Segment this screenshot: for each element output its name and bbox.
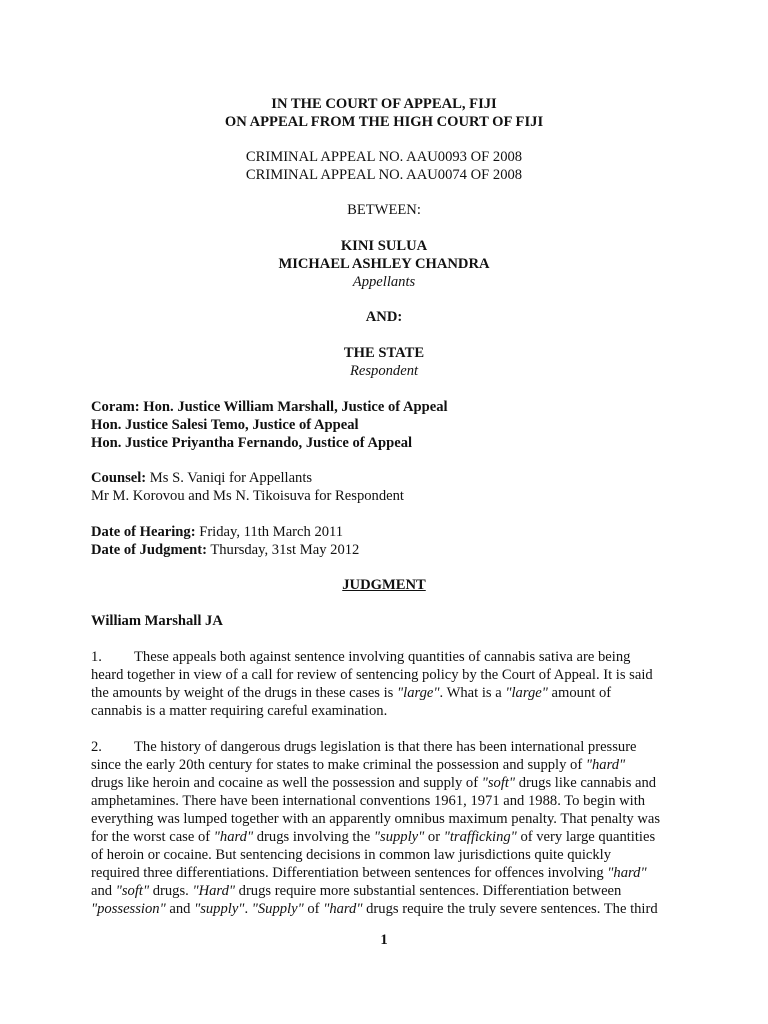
text-run: of: [303, 901, 324, 917]
judgment-date-label: Date of Judgment:: [91, 542, 207, 558]
emphasis: "hard": [213, 829, 254, 845]
emphasis: "Supply": [251, 901, 304, 917]
paragraph-line: [91, 684, 681, 702]
emphasis: "soft": [115, 883, 150, 899]
text-run: . What is a: [439, 685, 506, 701]
appellant-name-1: KINI SULUA: [340, 238, 428, 254]
counsel-label: Counsel:: [91, 470, 147, 486]
between-label: BETWEEN:: [347, 202, 421, 218]
text-run: drugs.: [149, 883, 193, 899]
appellants-role: Appellants: [352, 274, 416, 290]
date-of-hearing: [91, 523, 343, 541]
text-run: required three differentiations. Differentiation between sentences for offences involving: [91, 865, 608, 881]
text-run: of very large quantities: [516, 829, 656, 845]
paragraph-1: [91, 648, 681, 720]
text-run: The history of dangerous drugs legislation is that there has been international pressure: [134, 739, 637, 755]
emphasis: "hard": [323, 901, 363, 917]
and-label: AND:: [365, 309, 403, 325]
case-number-1: CRIMINAL APPEAL NO. AAU0093 OF 2008: [245, 149, 523, 165]
paragraph-line: of heroin or cocaine. But sentencing decisions in common law jurisdictions quite quickly: [91, 847, 611, 863]
emphasis: "supply": [373, 829, 425, 845]
paragraph-line: [91, 828, 681, 846]
paragraph-line: [91, 738, 681, 756]
date-of-judgment: [91, 541, 359, 559]
paragraph-2: [91, 738, 681, 918]
coram-line-2: Hon. Justice Salesi Temo, Justice of Appeal: [91, 417, 359, 433]
appellant-name-2: MICHAEL ASHLEY CHANDRA: [278, 256, 490, 272]
text-run: .: [244, 901, 252, 917]
judgment-date-value: Thursday, 31st May 2012: [206, 542, 360, 558]
appeal-from-title: ON APPEAL FROM THE HIGH COURT OF FIJI: [224, 114, 544, 130]
text-run: drugs require the truly severe sentences. The third: [362, 901, 658, 917]
paragraph-line: everything was lumped together with an apparently omnibus maximum penalty. That penalty was: [91, 811, 661, 827]
text-run: and: [91, 883, 116, 899]
emphasis: "hard": [607, 865, 647, 881]
text-run: since the early 20th century for states to make criminal the possession and supply of: [91, 757, 586, 773]
hearing-label: Date of Hearing:: [91, 524, 196, 540]
counsel-line-2: Mr M. Korovou and Ms N. Tikoisuva for Respondent: [91, 488, 404, 504]
respondent-role: Respondent: [349, 363, 419, 379]
emphasis: "supply": [194, 901, 245, 917]
paragraph-line: cannabis is a matter requiring careful examination.: [91, 703, 388, 719]
paragraph-line: [91, 756, 681, 774]
text-run: drugs require more substantial sentences. Differentiation between: [235, 883, 622, 899]
paragraph-line: [91, 882, 681, 900]
hearing-value: Friday, 11th March 2011: [195, 524, 344, 540]
paragraph-line: amphetamines. There have been international conventions 1961, 1971 and 1988. To begin with: [91, 793, 646, 809]
text-run: drugs like heroin and cocaine as well the possession and supply of: [91, 775, 482, 791]
paragraph-number: 1.: [91, 649, 102, 665]
paragraph-line: [91, 900, 681, 918]
coram-line-3: Hon. Justice Priyantha Fernando, Justice of Appeal: [91, 435, 413, 451]
page-number: 1: [380, 932, 388, 948]
text-run: and: [165, 901, 195, 917]
paragraph-line: heard together in view of a call for review of sentencing policy by the Court of Appeal. It is said: [91, 667, 653, 683]
emphasis: "trafficking": [443, 829, 517, 845]
court-title: IN THE COURT OF APPEAL, FIJI: [271, 96, 497, 112]
text-run: amount of: [547, 685, 612, 701]
text-run: drugs like cannabis and: [515, 775, 657, 791]
text-run: the amounts by weight of the drugs in these cases is: [91, 685, 398, 701]
emphasis: "possession": [91, 901, 166, 917]
emphasis: "hard": [585, 757, 626, 773]
emphasis: "soft": [481, 775, 516, 791]
counsel-line-1: [91, 469, 312, 487]
emphasis: "Hard": [192, 883, 235, 899]
respondent-name: THE STATE: [343, 345, 425, 361]
paragraph-number: 2.: [91, 739, 102, 755]
judgment-title: JUDGMENT: [342, 577, 426, 593]
text-run: drugs involving the: [253, 829, 374, 845]
emphasis: "large": [505, 685, 548, 701]
case-number-2: CRIMINAL APPEAL NO. AAU0074 OF 2008: [245, 167, 523, 183]
paragraph-line: [91, 774, 681, 792]
coram-line-1: Coram: Hon. Justice William Marshall, Justice of Appeal: [91, 399, 448, 415]
emphasis: "large": [397, 685, 440, 701]
text-run: These appeals both against sentence involving quantities of cannabis sativa are being: [134, 649, 631, 665]
text-run: or: [424, 829, 444, 845]
paragraph-line: [91, 864, 681, 882]
text-run: for the worst case of: [91, 829, 214, 845]
counsel-appellants: Ms S. Vaniqi for Appellants: [146, 470, 313, 486]
paragraph-line: [91, 648, 681, 666]
judgment-author: William Marshall JA: [91, 613, 223, 629]
